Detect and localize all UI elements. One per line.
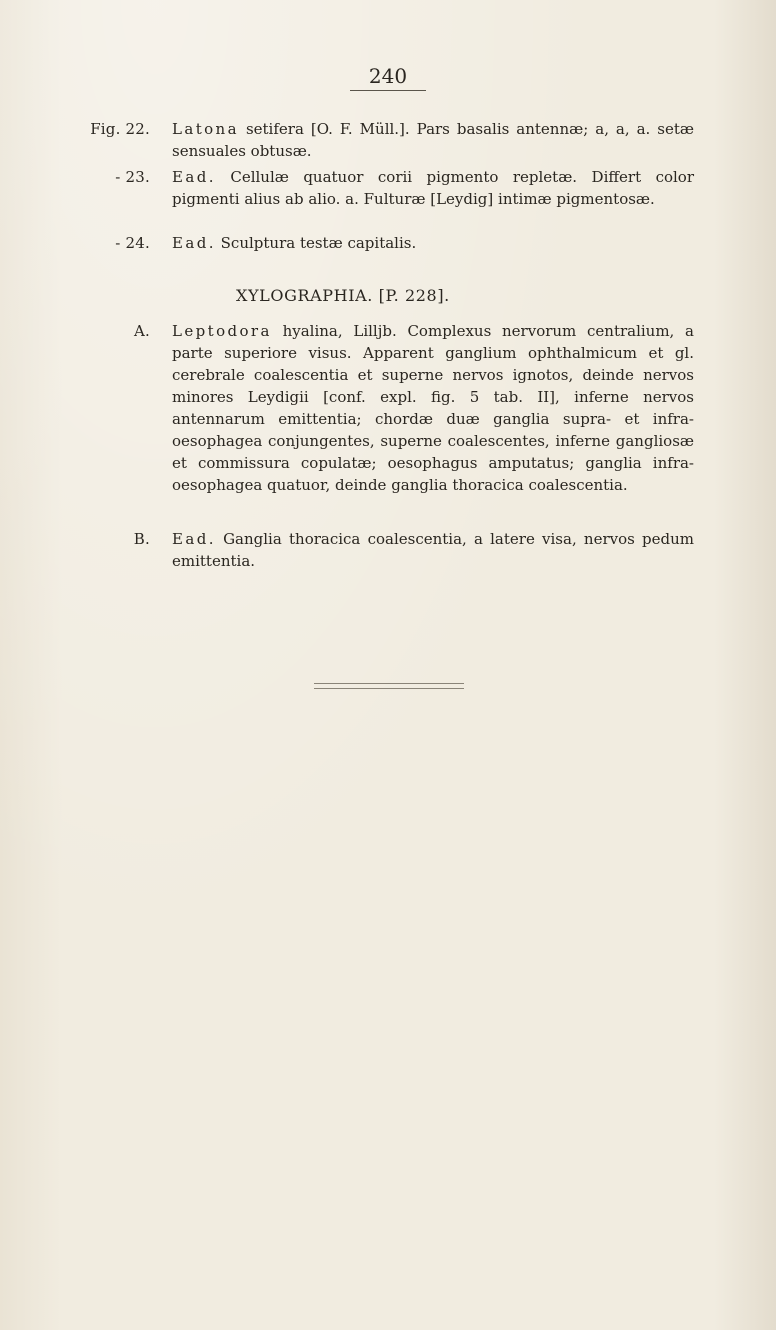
figure-label: Fig. 22. bbox=[90, 120, 150, 138]
item-description bbox=[172, 528, 694, 572]
genus-name: Ead. bbox=[172, 168, 216, 186]
genus-name: Ead. bbox=[172, 234, 216, 252]
genus-name: Leptodora bbox=[172, 322, 272, 340]
genus-name: Ead. bbox=[172, 530, 216, 548]
genus-name: Latona bbox=[172, 120, 239, 138]
section-heading: XYLOGRAPHIA. [P. 228]. bbox=[236, 286, 450, 305]
item-description bbox=[172, 320, 694, 496]
description-text: setifera [O. F. Müll.]. Pars basalis antennæ; a, a, a. setæ sensuales obtusæ. bbox=[172, 120, 694, 160]
figure-description bbox=[172, 166, 694, 210]
description-text: hyalina, Lilljb. Complexus nervorum centralium, a parte superiore visus. Apparent ganglium ophthalmicum et gl. cerebrale coalescentia et superne nervos ignotos, deinde nervos minores Leydigii [conf. expl. fig. 5 tab. II], inferne nervos antennarum emittentia; chordæ duæ ganglia supra- et infra-oesophagea conjungentes, superne coalescentes, inferne gangliosæ et commissura copulatæ; oesophagus amputatus; ganglia infra-oesophagea quatuor, deinde ganglia thoracica coalescentia. bbox=[172, 322, 694, 494]
figure-description bbox=[172, 118, 694, 162]
figure-label: - 24. bbox=[115, 234, 150, 252]
page-number: 240 bbox=[350, 64, 426, 91]
item-label: A. bbox=[133, 322, 150, 340]
item-label: B. bbox=[133, 530, 150, 548]
figure-label: - 23. bbox=[115, 168, 150, 186]
description-text: Ganglia thoracica coalescentia, a latere visa, nervos pedum emittentia. bbox=[172, 530, 694, 570]
figure-description bbox=[172, 232, 694, 254]
description-text: Sculptura testæ capitalis. bbox=[215, 234, 417, 252]
description-text: Cellulæ quatuor corii pigmento repletæ. Differt color pigmenti alius ab alio. a. Fulturæ [Leydig] intimæ pigmentosæ. bbox=[172, 168, 694, 208]
end-rule-divider bbox=[314, 683, 464, 689]
